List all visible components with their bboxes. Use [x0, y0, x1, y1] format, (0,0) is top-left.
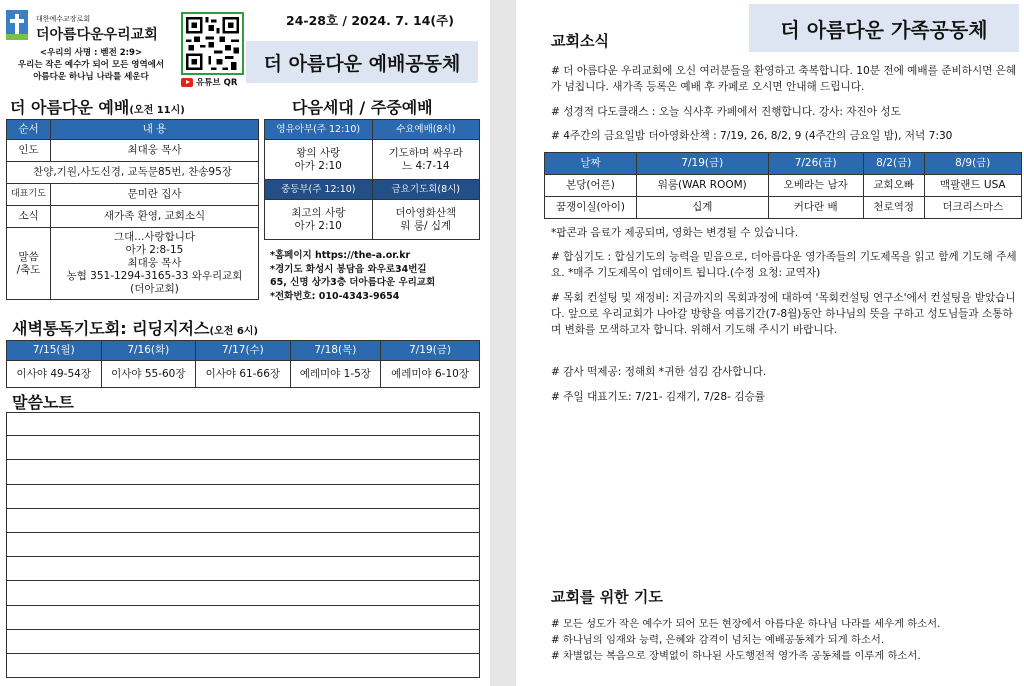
- contact-info: [270, 249, 435, 303]
- youtube-qr-caption: [181, 76, 237, 88]
- table-header: 수요예배(8시): [372, 120, 480, 140]
- movie-cell: 커다란 배: [768, 197, 863, 219]
- table-header: 내 용: [51, 120, 259, 140]
- day-header: 7/19(금): [381, 341, 480, 361]
- sermon-notes-lines: [6, 412, 480, 678]
- table-header: 7/19(금): [637, 153, 769, 175]
- movie-cell: 워룸(WAR ROOM): [637, 175, 769, 197]
- note-line: [6, 606, 480, 630]
- next-generation-table: [264, 119, 480, 240]
- news-tea-class: # 성경적 다도클래스 : 오늘 식사후 카페에서 진행합니다. 강사: 자진아 성도: [551, 106, 901, 118]
- news-movie-walk: # 4주간의 금요일밤 더아영화산책 : 7/19, 26, 8/2, 9 (4주간의 금요일 밤), 저녁 7:30: [551, 130, 953, 142]
- order-content: 새가족 환영, 교회소식: [51, 206, 259, 228]
- news-consulting: # 목회 컨설팅 및 재정비: 지금까지의 목회과정에 대하여 '목회컨설팅 연구소'에서 컨설팅을 받았습니다. 앞으로 우리교회가 나아갈 방향을 여름기간(7-8월)동안 하나님의 뜻을 구하고 성도님들과 소통하며 변화를 모색하고자 합니다. 위해서 기도해 주시기 바랍니다.: [551, 292, 1016, 336]
- worship-order-table: [6, 119, 259, 300]
- order-content: 최대웅 목사: [51, 140, 259, 162]
- table-header: 8/2(금): [863, 153, 924, 175]
- sermon-line: 최대웅 목사: [127, 257, 182, 269]
- order-content: 찬양,기원,사도신경, 교독문85번, 찬송95장: [7, 162, 259, 184]
- address-line: *경기도 화성시 봉담읍 와우로34번길: [270, 263, 427, 275]
- sermon-line: 그대...사랑합니다: [113, 231, 195, 243]
- reading-cell: 이사야 55-60장: [101, 361, 196, 388]
- service-cell: 왕의 사랑 아가 2:10: [265, 140, 373, 180]
- news-rep-prayer: # 주일 대표기도: 7/21- 김재기, 7/28- 김승률: [551, 391, 766, 403]
- church-name: 더아름다운우리교회: [36, 27, 158, 43]
- movie-cell: 꿈쟁이실(아이): [545, 197, 637, 219]
- note-line: [6, 533, 480, 557]
- reading-cell: 예레미야 1-5장: [290, 361, 381, 388]
- sermon-line: 아가 2:8-15: [125, 244, 184, 256]
- table-header: 영유아부(주 12:10): [265, 120, 373, 140]
- order-content: 문미란 집사: [51, 184, 259, 206]
- reading-cell: 예레미야 6-10장: [381, 361, 480, 388]
- movie-cell: 천로역정: [863, 197, 924, 219]
- prayer-title: 교회를 위한 기도: [551, 588, 663, 606]
- sermon-line: 농협 351-1294-3165-33 와우리교회: [66, 270, 243, 282]
- news-welcome: # 더 아름다운 우리교회에 오신 여러분들을 환영하고 축복합니다. 10분 전에 예배를 준비하시면 은혜가 넘칩니다. 새가족 등록은 예배 후 카페로 오시면 안내해 드립니다.: [551, 65, 1017, 93]
- worship-title: 더 아름다운 예배: [10, 98, 130, 117]
- note-line: [6, 581, 480, 605]
- prayer-item: # 하나님의 임재와 능력, 은혜와 감격이 넘치는 예배공동체가 되게 하소서.: [551, 634, 885, 646]
- table-header: 중등부(주 12:10): [265, 180, 373, 200]
- news-title: 교회소식: [551, 32, 609, 50]
- order-label: 말씀 /축도: [7, 228, 51, 300]
- table-header: 순서: [7, 120, 51, 140]
- dawn-reading-table: [6, 340, 480, 388]
- note-line: [6, 509, 480, 533]
- reading-cell: 이사야 61-66장: [196, 361, 291, 388]
- notes-title: 말씀노트: [12, 393, 74, 412]
- movie-cell: 십계: [637, 197, 769, 219]
- note-line: [6, 436, 480, 460]
- movie-schedule-table: [544, 152, 1022, 219]
- left-page: [0, 0, 490, 686]
- day-header: 7/16(화): [101, 341, 196, 361]
- worship-section-title: [10, 95, 185, 118]
- mission-line: 우리는 작은 예수가 되어 모든 영역에서: [17, 60, 165, 70]
- day-header: 7/18(목): [290, 341, 381, 361]
- news-thanks: # 감사 떡제공: 정해희 *귀한 섬김 감사합니다.: [551, 366, 767, 378]
- movie-cell: 더크리스마스: [924, 197, 1021, 219]
- mission-statement: [6, 47, 176, 83]
- qr-caption: 유튜브 QR: [196, 78, 238, 88]
- note-line: [6, 412, 480, 436]
- table-header: 8/9(금): [924, 153, 1021, 175]
- day-header: 7/17(수): [196, 341, 291, 361]
- table-header: 금요기도회(8시): [372, 180, 480, 200]
- movie-cell: 본당(어른): [545, 175, 637, 197]
- day-header: 7/15(월): [7, 341, 102, 361]
- news-joint-prayer: # 합심기도 : 합심기도의 능력을 믿음으로, 더아름다운 영가족들의 기도제목을 읽고 함께 기도해 주세요. *매주 기도제목이 업데이트 됩니다.(수정 요청: 교역자): [551, 251, 1017, 279]
- movie-cell: 오베라는 남자: [768, 175, 863, 197]
- next-generation-title: 다음세대 / 주중예배: [292, 98, 433, 117]
- prayer-list: [551, 616, 1021, 664]
- note-line: [6, 630, 480, 654]
- service-cell: 기도하며 싸우라 느 4:7-14: [372, 140, 480, 180]
- phone-number: *전화번호: 010-4343-9654: [270, 290, 400, 302]
- issue-date: 24-28호 / 2024. 7. 14(주): [286, 13, 454, 28]
- right-page: [516, 0, 1024, 686]
- service-cell: 최고의 사랑 아가 2:10: [265, 200, 373, 240]
- note-line: [6, 654, 480, 678]
- church-logo-icon: [6, 8, 28, 42]
- reading-cell: 이사야 49-54장: [7, 361, 102, 388]
- order-label: 소식: [7, 206, 51, 228]
- worship-time: (오전 11시): [129, 105, 185, 116]
- table-header: 7/26(금): [768, 153, 863, 175]
- sermon-line: (더아교회): [130, 283, 179, 295]
- order-label: 대표기도: [7, 184, 51, 206]
- note-line: [6, 460, 480, 484]
- prayer-item: # 차별없는 복음으로 장벽없이 하나된 사도행전적 영가족 공동체를 이루게 하소서.: [551, 650, 921, 662]
- dawn-title: 새벽통독기도회: 리딩지저스: [12, 319, 210, 338]
- dawn-prayer-title: [12, 316, 258, 339]
- mission-title: <우리의 사명 : 벧전 2:9>: [39, 48, 143, 58]
- news-movie-note: *팝콘과 음료가 제공되며, 영화는 변경될 수 있습니다.: [551, 227, 799, 239]
- sermon-details: [51, 228, 259, 300]
- address-line: 65, 신명 상가3층 더아름다운 우리교회: [270, 277, 436, 288]
- table-header: 날짜: [545, 153, 637, 175]
- youtube-icon: [181, 78, 193, 87]
- worship-community-banner: 더 아름다운 예배공동체: [246, 41, 478, 83]
- denomination-label: 대한예수교장로회: [36, 15, 91, 23]
- service-cell: 더아영화산책 워 룸/ 십계: [372, 200, 480, 240]
- prayer-item: # 모든 성도가 작은 예수가 되어 모든 현장에서 아름다운 하나님 나라를 세우게 하소서.: [551, 618, 941, 630]
- family-community-banner: 더 아름다운 가족공동체: [749, 4, 1019, 52]
- order-label: 인도: [7, 140, 51, 162]
- note-line: [6, 557, 480, 581]
- mission-line: 아름다운 하나님 나라를 세운다: [33, 72, 149, 82]
- dawn-time: (오전 6시): [209, 326, 259, 337]
- movie-cell: 교회오빠: [863, 175, 924, 197]
- qr-code-icon[interactable]: [181, 12, 244, 75]
- movie-cell: 맥팔랜드 USA: [924, 175, 1021, 197]
- note-line: [6, 485, 480, 509]
- homepage-link[interactable]: *홈페이지 https://the-a.or.kr: [270, 250, 411, 261]
